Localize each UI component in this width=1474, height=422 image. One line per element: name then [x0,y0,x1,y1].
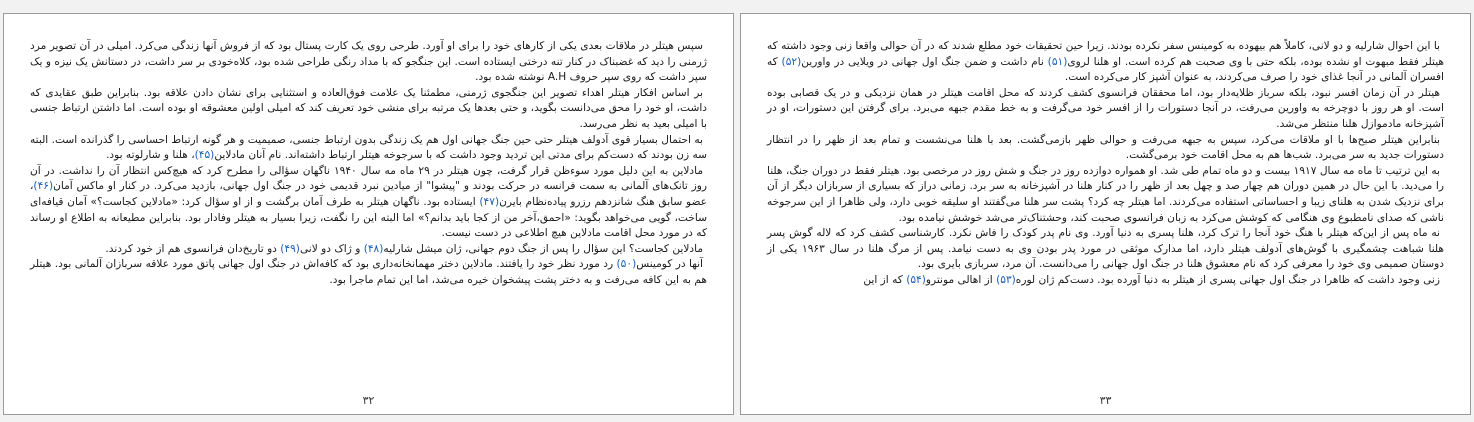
footnote-ref: (۴۷) [479,195,500,208]
paragraph [767,133,1444,164]
paragraph [767,273,1444,289]
footnote-ref: (۴۸) [363,242,384,255]
paragraph [767,226,1444,273]
footnote-ref: (۴۶) [33,180,54,193]
footnote-ref: (۵۲) [781,55,802,68]
paragraph [30,257,707,288]
text-run: به این ترتیب تا ماه مه سال ۱۹۱۷ بیست و دو ماه تمام طی شد. او همواره دوازده روز در جنگ و شش روز در مرخصی بود. هیتلر فقط در دوران جنگ، هلنا را می‌دید. با این حال در همین دوران هم چهار صد و چهل بعد از ظهر را در کنار هلنا در آشپزخانه به سر برد. زمانی دراز که بسیاری از سربازان دیگر از آن برای نزدیک شدن به هلنای زیبا و احساساتی استفاده می‌کردند. اما هیتلر چه کرد؟ پشت سر هلنا می‌گفتند او سلیقه خوبی دارد، ولی ظاهرا از این سرجوخه ناشی که صدای نامطبوع وی هنگامی که کوشش می‌کرد به زبان فرانسوی صحبت کند، وحشتناک‌تر می‌شد خوشش نیامده بود. [767,164,1444,224]
footnote-ref: (۵۰) [616,258,637,271]
text-run: هیتلر در آن زمان افسر نبود، بلکه سرباز ظلایه‌دار بود، اما محققان فرانسوی کشف کردند که محل اقامت هیتلر در همان نزدیکی و در یک قصابی بوده است. او هر روز با دوچرخه به واورین می‌رفت، در آنجا دستورات را از افسر خود می‌گرفت و به خط مقدم جبهه می‌برد. برای گرفتن این دستورات، او در آشپزخانه مادموازل هلنا منتظر می‌شد. [767,86,1444,130]
footnote-ref: (۴۹) [280,242,300,255]
text-run: از اهالی مونترو [925,273,997,286]
paragraph [30,133,707,164]
text-run: به احتمال بسیار قوی آدولف هیتلر حتی حین جنگ جهانی اول هم یک زندگی بدون ارتباط جنسی، صمیمیت و هر گونه ارتباط احساسی را گذرانده است. البته سه زن بودند که دست‌کم برای مدتی این تردید وجود داشت که با سرجوخه هیتلر ارتباط داشته‌اند. نام آنان مادلاین [30,133,707,162]
text-run: نه ماه پس از این‌که هیتلر با هنگ خود آنجا را ترک کرد، هلنا پسری به دنیا آورد. وی نام پدر کودک را فاش نکرد. کارشناسی کشف کرد که لاله گوش پسر هلنا شباهت چشمگیری با گوش‌های آدولف هیتلر دارد، اما مدارک موثقی در مورد پدر بودن وی به دست نیامد. پس از مرگ هلنا در سال ۱۹۶۳ یکی از دوستان صمیمی وی خود را معرفی کرد که نام معشوق هلنا در جنگ اول جهانی را می‌دانست. آن مرد، سربازی بایری بود. [767,227,1444,271]
body-text [767,39,1444,289]
paragraph [767,86,1444,133]
text-run: نام داشت و ضمن جنگ اول جهانی در ویلایی در واورین [801,55,1048,68]
footnote-ref: (۵۴) [906,273,926,286]
footnote-ref: (۴۵) [194,149,215,162]
text-run: مادلاین به این دلیل مورد سوءظن قرار گرفت، چون هیتلر در ۲۹ ماه مه سال ۱۹۴۰ ناگهان سؤالی را مطرح کرد که هیچ‌کس انتظار آن را نداشت. در آن روز تانک‌های آلمانی به سمت فرانسه در حرکت بودند و "پیشوا" از میادین نبرد قدیمی خود در جنگ اول جهانی، بازدید می‌کرد. در کنار او ماکس آمان [30,164,707,193]
text-run: با این احوال شارلیه و دو لانی، کاملاً هم بیهوده به کومینس سفر نکرده بودند. زیرا حین تحقیقات خود مطلع شدند که در آن حوالی واقعا زنی وجود داشته که هیتلر فقط مبهوت او نشده بوده، بلکه حتی با وی صحبت هم کرده است. او هلنا لروی [767,40,1445,68]
paragraph [767,164,1444,226]
page-right [740,13,1471,415]
paragraph [30,164,707,242]
body-text [30,39,707,289]
text-run: مادلاین کجاست؟ این سؤال را پس از جنگ دوم جهانی، ژان میشل شارلیه [383,242,703,255]
text-run: ، عضو سابق هنگ شانزدهم رزرو پیاده‌نظام بایرن [30,180,708,208]
text-run: بنابراین هیتلر صبح‌ها با او ملاقات می‌کرد، سپس به جبهه می‌رفت و حوالی ظهر بازمی‌گشت. بعد با هلنا می‌نشست و تمام بعد از ظهر را در انتظار دستورات جدید به سر می‌برد. شب‌ها هم به محل اقامت خود برمی‌گشت. [767,133,1444,162]
page-number: ۳۳ [1099,394,1112,407]
text-run: ایستاده بود. ناگهان هیتلر به طرف آمان برگشت و از او سؤال کرد: «مادلاین کجاست؟» آمان قیافه‌ای ساخت، گویی می‌خواهد بگوید: «احمق،آخر من از کجا باید بدانم؟» اما البته این را نگفت، زیرا بسیار به هیتلر وفادار بود. بنابراین مطیعانه به اطلاع او رساند که در مورد محل اقامت مادلاین هیچ اطلاعی در دست نیست. [30,195,707,240]
page-number: ۳۲ [362,394,375,407]
paragraph [30,86,707,133]
text-run: سپس هیتلر در ملاقات بعدی یکی از کارهای خود را برای او آورد. طرحی روی یک کارت پستال بود که از فروش آنها زندگی می‌کرد. امیلی در آن تصویر مرد ژرمنی را دید که غضبناک در کنار تنه درختی ایستاده است. این جنگجو که با مداد رنگی طراحی شده بود، کلاه‌خودی بر سر داشت، در دستانش یک نیزه و یک سپر داشت که روی سپر حروف A.H نوشته شده بود. [30,40,707,84]
paragraph [30,242,707,258]
paragraph [767,39,1444,86]
text-run: زنی وجود داشت که ظاهرا در جنگ اول جهانی پسری از هیتلر به دنیا آورده بود. دست‌کم ژان لوره [1015,273,1440,286]
text-run: دو تاریخ‌دان فرانسوی هم از خود کردند. [105,242,281,255]
text-run: آنها در کومینس [636,258,704,271]
text-run: که از این [863,273,907,286]
page-left [3,13,734,415]
footnote-ref: (۵۳) [996,273,1016,286]
text-run: بر اساس افکار هیتلر اهداء تصویر این جنگجوی ژرمنی، مطمئنا یک علامت فوق‌العاده و استثنایی برای نشان دادن علاقه بود. بنابراین طبق عقایدی که داشت، او خود را محق می‌دانست بگوید، و حتی بعدها یک مرتبه برای منشی خود تعریف کند که امیلی اولین معشوقه او بوده است. اما داشتن ارتباط جنسی با امیلی بعید به نظر می‌رسد. [30,86,707,130]
footnote-ref: (۵۱) [1047,55,1068,68]
text-run: و ژاک دو لانی [299,242,364,255]
text-run: ، هلنا و شارلوته بود. [106,149,195,162]
paragraph [30,39,707,86]
text-run: که افسران آلمانی در آنجا غذای خود را صرف می‌کردند، به عنوان آشپز کار می‌کرده است. [767,55,1444,84]
text-run: رد مورد نظر خود را یافتند. مادلاین دختر مهمانخانه‌داری بود که کافه‌اش در جنگ اول جهانی پاتق مورد علاقه سربازان آلمانی بود. هیتلر هم به این کافه می‌رفت و به دختر پشت پیشخوان خیره می‌شد، اما این تمام ماجرا بود. [30,258,707,286]
